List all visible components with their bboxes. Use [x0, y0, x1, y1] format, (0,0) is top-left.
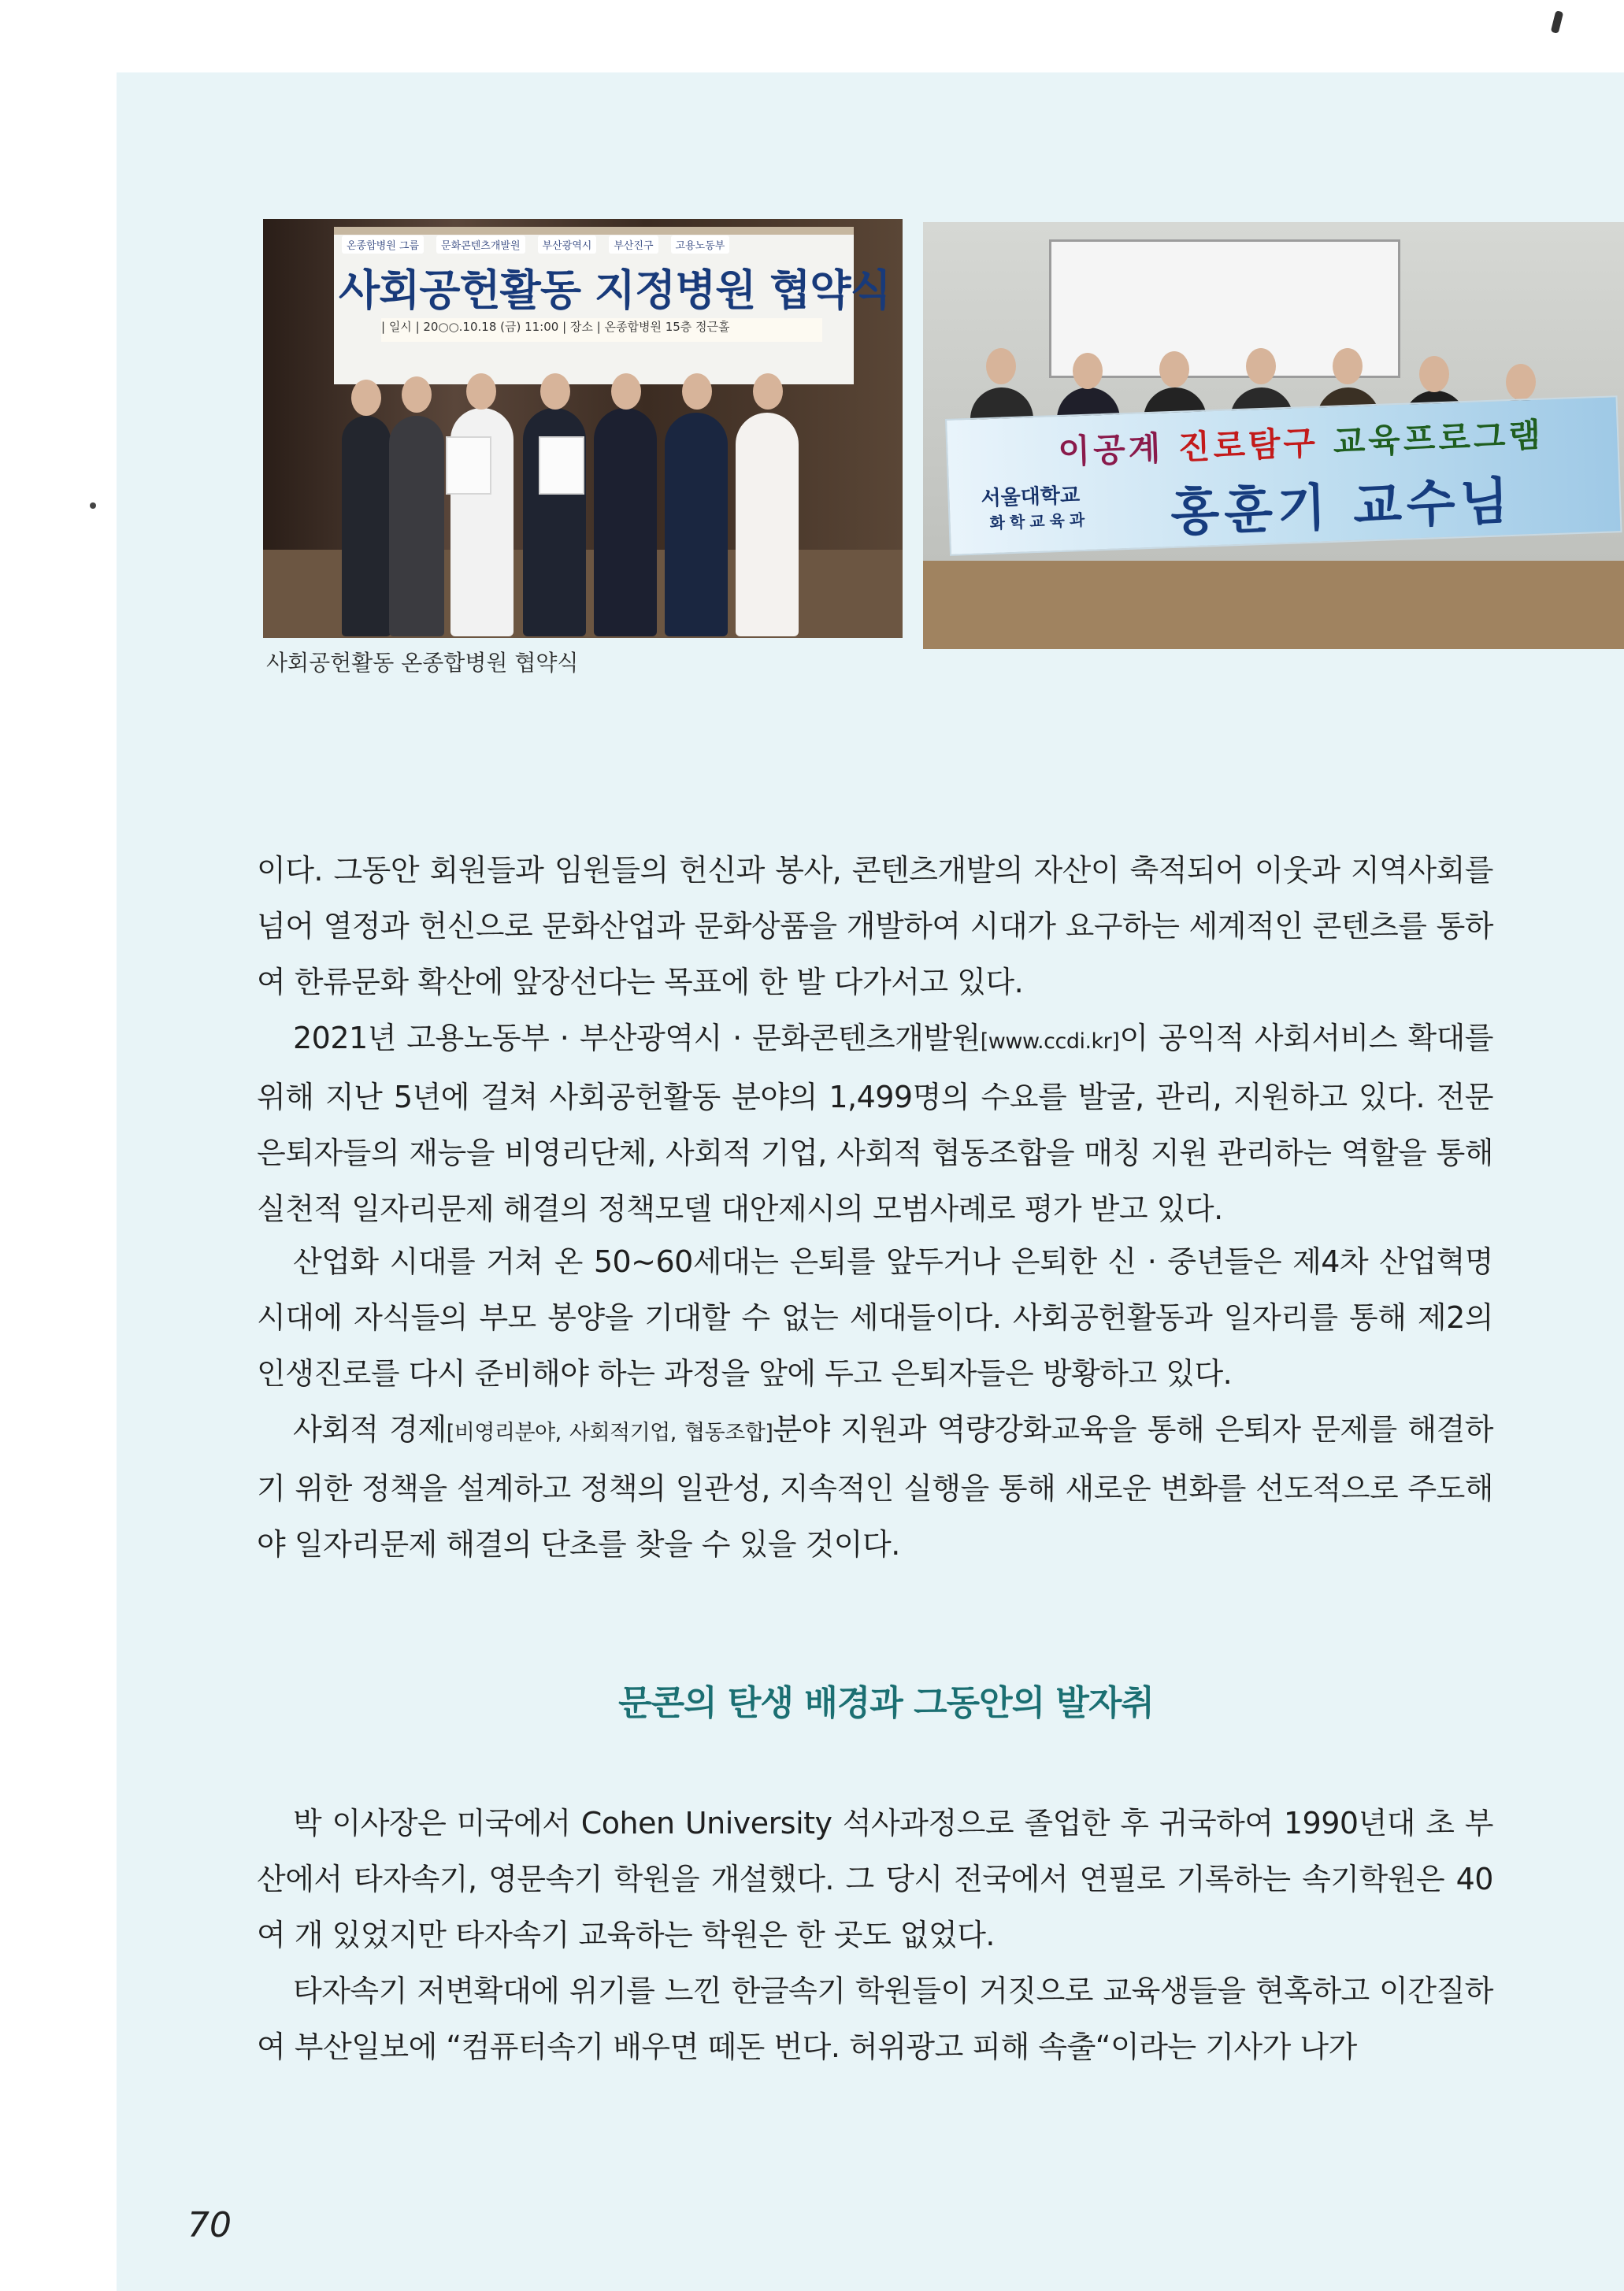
logo-text: 부산광역시 [538, 235, 597, 254]
text-run: 타자속기 저변확대에 위기를 느낀 한글속기 학원들이 거짓으로 교육생들을 현혹하고 이간질하여 부산일보에 “컴퓨터속기 배우면 떼돈 번다. 허위광고 피해 속출“이라는 기사가 나가 [257, 1974, 1493, 2064]
banner-word: 이공계 [1057, 428, 1165, 472]
person-head [402, 376, 432, 413]
agreement-document [446, 436, 491, 495]
banner-word: 교육프로그램 [1332, 415, 1544, 462]
banner-word: 진로탐구 [1177, 423, 1319, 467]
person-head [753, 373, 783, 410]
text-run: 사회적 경제 [293, 1412, 447, 1447]
text-run-small: [www.ccdi.kr] [980, 1029, 1120, 1054]
person-head [1419, 356, 1449, 392]
text-run-small: [비영리분야, 사회적기업, 협동조합] [446, 1421, 773, 1445]
banner-logos [342, 233, 846, 255]
person [594, 408, 657, 636]
banner-name: 홍훈기 교수님 [1170, 472, 1515, 543]
text-run: 분야 지원과 역량강화교육을 통해 은퇴자 문제를 해결하기 위한 정책을 설계하고 정책의 일관성, 지속적인 실행을 통해 새로운 변화를 선도적으로 주도해야 일자리문제 해결의 단초를 찾을 수 있을 것이다. [257, 1412, 1493, 1562]
text-run: 2021년 고용노동부 · 부산광역시 · 문화콘텐츠개발원 [293, 1021, 981, 1055]
paragraph-2 [257, 1010, 1493, 1234]
person [665, 413, 728, 636]
text-run: 박 이사장은 미국에서 Cohen University 석사과정으로 졸업한 후 귀국하여 1990년대 초 부산에서 타자속기, 영문속기 학원을 개설했다. 그 당시 전국에서 연필로 기록하는 속기학원은 40여 개 있었지만 타자속기 교육하는 학원은 한 곳도 없었다. [257, 1806, 1493, 1952]
text-run: 산업화 시대를 거쳐 온 50~60세대는 은퇴를 앞두거나 은퇴한 신 · 중년들은 제4차 산업혁명시대에 자식들의 부모 봉양을 기대할 수 없는 세대들이다. 사회공헌활동과 일자리를 통해 제2의 인생진로를 다시 준비해야 하는 과정을 앞에 두고 은퇴자들은 방황하고 있다. [257, 1244, 1493, 1391]
person [736, 413, 799, 636]
logo-text: 온종합병원 그룹 [342, 235, 424, 254]
person-head [682, 373, 712, 410]
banner-dept: 화학교육과 [989, 510, 1090, 533]
person-head [1506, 364, 1536, 400]
person-head [1159, 351, 1189, 387]
person-head [1073, 353, 1103, 389]
logo-text: 고용노동부 [671, 235, 730, 254]
paragraph-1: 이다. 그동안 회원들과 임원들의 헌신과 봉사, 콘텐츠개발의 자산이 축적되어 이웃과 지역사회를 넘어 열정과 헌신으로 문화산업과 문화상품을 개발하여 시대가 요구하는 세계적인 콘텐츠를 통하여 한류문화 확산에 앞장선다는 목표에 한 발 다가서고 있다. [257, 853, 1493, 999]
person-head [540, 373, 570, 410]
person [389, 416, 444, 636]
person-head [466, 373, 496, 410]
classroom-table [923, 561, 1624, 649]
section-heading: 문콘의 탄생 배경과 그동안의 발자취 [618, 1683, 1154, 1723]
person-head [986, 348, 1016, 384]
person-head [351, 380, 381, 416]
person [342, 416, 391, 636]
program-banner [945, 395, 1622, 556]
photo-agreement-ceremony [263, 219, 903, 638]
person-head [1333, 348, 1363, 384]
page-margin-top [0, 0, 1624, 72]
person-head [1246, 348, 1276, 384]
photo-career-program [923, 222, 1624, 649]
text-run: 이 공익적 사회서비스 확대를 위해 지난 5년에 걸쳐 사회공헌활동 분야의 1,499명의 수요를 발굴, 관리, 지원하고 있다. 전문은퇴자들의 재능을 비영리단체, 사회적 기업, 사회적 협동조합을 매칭 지원 관리하는 역할을 통해 실천적 일자리문제 해결의 정책모델 대안제시의 모범사례로 평가 받고 있다. [257, 1021, 1493, 1226]
logo-text: 문화콘텐츠개발원 [436, 235, 525, 254]
person-head [611, 373, 641, 410]
paragraph-6 [257, 1963, 1493, 2075]
page-margin-left [0, 0, 117, 2291]
banner-info: | 일시 | 20○○.10.18 (금) 11:00 | 장소 | 온종합병원 15층 정근홀 [381, 318, 822, 342]
logo-text: 부산진구 [609, 235, 658, 254]
agreement-document [539, 436, 584, 495]
paragraph-3 [257, 1234, 1493, 1402]
photo-caption: 사회공헌활동 온종합병원 협약식 [266, 650, 579, 676]
paragraph-5 [257, 1796, 1493, 1963]
banner-school: 서울대학교 [981, 484, 1081, 511]
paragraph-4 [257, 1402, 1493, 1570]
page-number: 70 [187, 2205, 232, 2245]
scan-dot [90, 502, 96, 509]
banner-title: 사회공헌활동 지정병원 협약식 [339, 265, 891, 315]
